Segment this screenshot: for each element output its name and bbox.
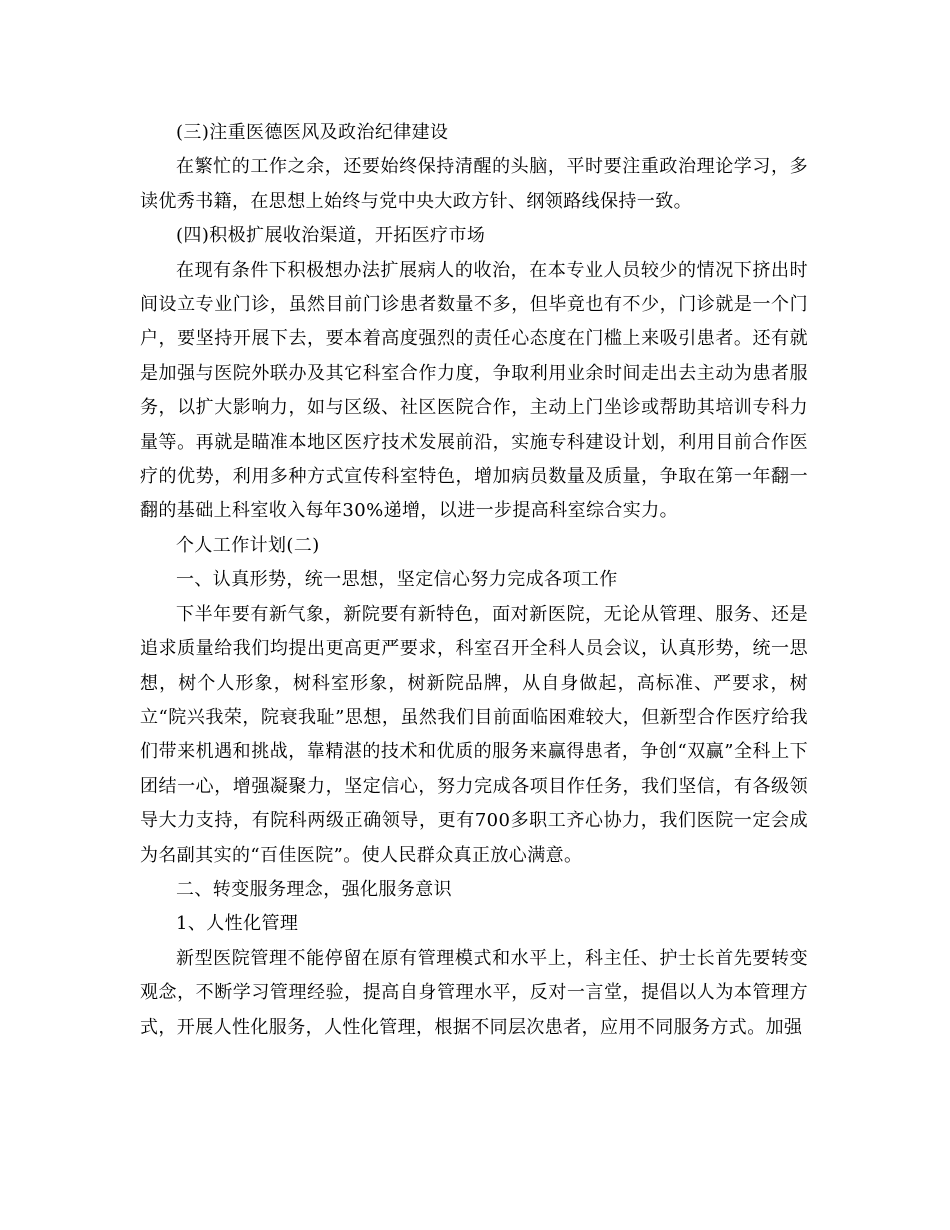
paragraph-expand-admissions: 在现有条件下积极想办法扩展病人的收治，在本专业人员较少的情况下挤出时间设立专业门诊，虽然目前门诊患者数量不多，但毕竟也有不少，门诊就是一个门户，要坚持开展下去，要本着高度强烈的责任心态度在门槛上来吸引患者。还有就是加强与医院外联办及其它科室合作力度，争取利用业余时间走出去主动为患者服务，以扩大影响力，如与区级、社区医院合作，主动上门坐诊或帮助其培训专科力量等。再就是瞄准本地区医疗技术发展前沿，实施专科建设计划，利用目前合作医疗的优势，利用多种方式宣传科室特色，增加病员数量及质量，争取在第一年翻一翻的基础上科室收入每年30%递增，以进一步提高科室综合实力。 [140, 259, 808, 522]
section-heading-expand-admissions: (四)积极扩展收治渠道，开拓医疗市场 [176, 225, 486, 247]
paragraph-humanized-management: 新型医院管理不能停留在原有管理模式和水平上，科主任、护士长首先要转变观念，不断学习管理经验，提高自身管理水平，反对一言堂，提倡以人为本管理方式，开展人性化服务，人性化管理，根据不同层次患者，应用不同服务方式。加强 [140, 947, 808, 1038]
section-heading-unify-thinking: 一、认真形势，统一思想，坚定信心努力完成各项工作 [176, 569, 618, 591]
plan-title-two: 个人工作计划(二) [176, 534, 320, 556]
section-heading-service-concept: 二、转变服务理念，强化服务意识 [176, 878, 452, 900]
section-heading-medical-ethics: (三)注重医德医风及政治纪律建设 [176, 122, 449, 143]
paragraph-political-study: 在繁忙的工作之余，还要始终保持清醒的头脑，平时要注重政治理论学习，多读优秀书籍，在思想上始终与党中央大政方针、纲领路线保持一致。 [140, 156, 808, 212]
document-body [140, 116, 808, 1045]
paragraph-new-hospital: 下半年要有新气象，新院要有新特色，面对新医院，无论从管理、服务、还是追求质量给我们均提出更高更严要求，科室召开全科人员会议，认真形势，统一思想，树个人形象，树科室形象，树新院品牌，从自身做起，高标准、严要求，树立“院兴我荣，院衰我耻”思想，虽然我们目前面临困难较大，但新型合作医疗给我们带来机遇和挑战，靠精湛的技术和优质的服务来赢得患者，争创“双赢”全科上下团结一心，增强凝聚力，坚定信心，努力完成各项目作任务，我们坚信，有各级领导大力支持，有院科两级正确领导，更有700多职工齐心协力，我们医院一定会成为名副其实的“百佳医院”。使人民群众真正放心满意。 [140, 603, 808, 866]
subheading-humanized-management: 1、人性化管理 [176, 913, 299, 935]
